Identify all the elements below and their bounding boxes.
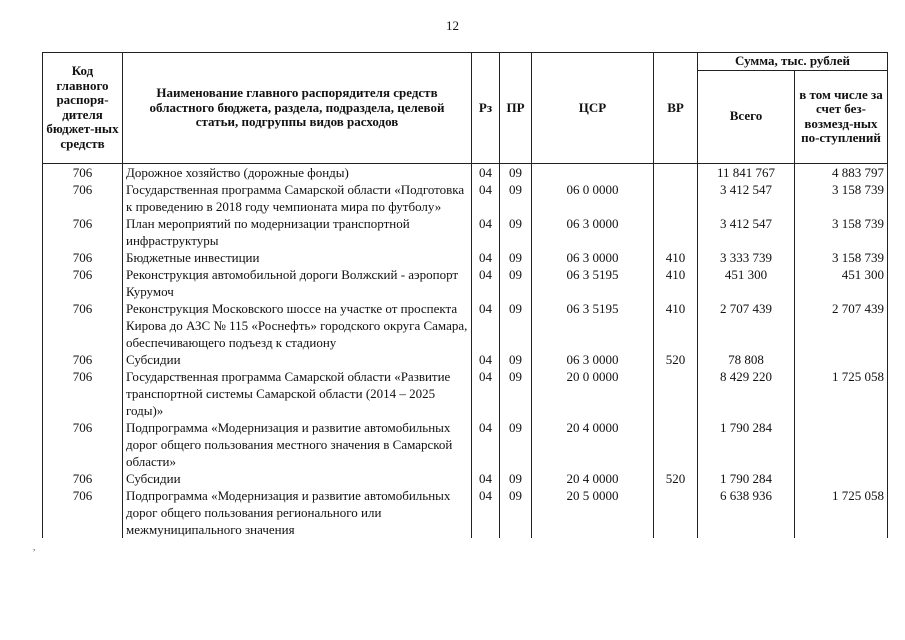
cell-rz: 04 <box>472 487 500 538</box>
cell-code: 706 <box>43 351 123 368</box>
cell-free <box>795 351 888 368</box>
cell-vr <box>654 181 698 215</box>
cell-vr <box>654 368 698 419</box>
scan-artifact: , <box>33 542 36 552</box>
header-rz: Рз <box>472 53 500 164</box>
cell-csr: 06 3 0000 <box>532 351 654 368</box>
cell-free: 4 883 797 <box>795 163 888 181</box>
table-row <box>43 419 888 470</box>
table-header <box>43 53 888 164</box>
cell-vr: 410 <box>654 300 698 351</box>
table-row <box>43 368 888 419</box>
cell-pr: 09 <box>500 181 532 215</box>
cell-code: 706 <box>43 487 123 538</box>
cell-free: 1 725 058 <box>795 368 888 419</box>
cell-total: 1 790 284 <box>698 470 795 487</box>
cell-vr <box>654 419 698 470</box>
header-code: Код главного распоря-дителя бюджет-ных средств <box>43 53 123 164</box>
cell-rz: 04 <box>472 266 500 300</box>
header-free: в том числе за счет без-возмезд-ных по-ступлений <box>795 70 888 163</box>
table-body <box>43 163 888 538</box>
header-vr: ВР <box>654 53 698 164</box>
cell-pr: 09 <box>500 249 532 266</box>
cell-pr: 09 <box>500 470 532 487</box>
cell-name: Бюджетные инвестиции <box>123 249 472 266</box>
budget-table <box>42 52 888 538</box>
cell-name: Государственная программа Самарской области «Подготовка к проведению в 2018 году чемпионата мира по футболу» <box>123 181 472 215</box>
cell-rz: 04 <box>472 419 500 470</box>
cell-code: 706 <box>43 470 123 487</box>
cell-total: 2 707 439 <box>698 300 795 351</box>
cell-vr: 520 <box>654 351 698 368</box>
cell-name: Дорожное хозяйство (дорожные фонды) <box>123 163 472 181</box>
cell-free: 2 707 439 <box>795 300 888 351</box>
cell-free: 451 300 <box>795 266 888 300</box>
cell-vr: 520 <box>654 470 698 487</box>
cell-pr: 09 <box>500 300 532 351</box>
cell-free <box>795 419 888 470</box>
cell-code: 706 <box>43 368 123 419</box>
cell-free: 3 158 739 <box>795 249 888 266</box>
table-row <box>43 181 888 215</box>
cell-csr: 20 4 0000 <box>532 470 654 487</box>
cell-pr: 09 <box>500 266 532 300</box>
cell-pr: 09 <box>500 215 532 249</box>
cell-rz: 04 <box>472 470 500 487</box>
cell-csr: 20 5 0000 <box>532 487 654 538</box>
cell-total: 78 808 <box>698 351 795 368</box>
cell-total: 3 333 739 <box>698 249 795 266</box>
cell-csr: 06 3 0000 <box>532 215 654 249</box>
cell-code: 706 <box>43 181 123 215</box>
cell-code: 706 <box>43 163 123 181</box>
cell-total: 8 429 220 <box>698 368 795 419</box>
cell-code: 706 <box>43 300 123 351</box>
cell-pr: 09 <box>500 351 532 368</box>
table-row <box>43 163 888 181</box>
table-row <box>43 266 888 300</box>
cell-csr <box>532 163 654 181</box>
cell-total: 11 841 767 <box>698 163 795 181</box>
header-name: Наименование главного распорядителя средств областного бюджета, раздела, подраздела, целевой статьи, подгруппы видов расходов <box>123 53 472 164</box>
cell-rz: 04 <box>472 368 500 419</box>
cell-pr: 09 <box>500 419 532 470</box>
cell-rz: 04 <box>472 249 500 266</box>
cell-code: 706 <box>43 249 123 266</box>
table-row <box>43 249 888 266</box>
cell-csr: 20 0 0000 <box>532 368 654 419</box>
cell-total: 3 412 547 <box>698 215 795 249</box>
cell-name: Реконструкция автомобильной дороги Волжский - аэропорт Курумоч <box>123 266 472 300</box>
table-row <box>43 215 888 249</box>
table-row <box>43 300 888 351</box>
cell-free: 3 158 739 <box>795 181 888 215</box>
page-number: 12 <box>446 18 459 33</box>
cell-free: 3 158 739 <box>795 215 888 249</box>
cell-code: 706 <box>43 266 123 300</box>
cell-vr <box>654 215 698 249</box>
cell-csr: 06 3 0000 <box>532 249 654 266</box>
cell-pr: 09 <box>500 163 532 181</box>
cell-name: Субсидии <box>123 351 472 368</box>
cell-rz: 04 <box>472 215 500 249</box>
table-row <box>43 351 888 368</box>
cell-vr <box>654 487 698 538</box>
table-row <box>43 487 888 538</box>
cell-name: Подпрограмма «Модернизация и развитие автомобильных дорог общего пользования регионального или межмуниципального значения <box>123 487 472 538</box>
header-pr: ПР <box>500 53 532 164</box>
cell-name: План мероприятий по модернизации транспортной инфраструктуры <box>123 215 472 249</box>
cell-pr: 09 <box>500 368 532 419</box>
cell-name: Подпрограмма «Модернизация и развитие автомобильных дорог общего пользования местного значения в Самарской области» <box>123 419 472 470</box>
cell-code: 706 <box>43 419 123 470</box>
cell-free <box>795 470 888 487</box>
header-csr: ЦСР <box>532 53 654 164</box>
cell-total: 1 790 284 <box>698 419 795 470</box>
cell-rz: 04 <box>472 181 500 215</box>
cell-name: Реконструкция Московского шоссе на участке от проспекта Кирова до АЗС № 115 «Роснефть» городского округа Самара, обеспечивающего подъезд к стадиону <box>123 300 472 351</box>
cell-csr: 06 3 5195 <box>532 266 654 300</box>
cell-name: Государственная программа Самарской области «Развитие транспортной системы Самарской области (2014 – 2025 годы)» <box>123 368 472 419</box>
cell-code: 706 <box>43 215 123 249</box>
header-total: Всего <box>698 70 795 163</box>
cell-vr: 410 <box>654 249 698 266</box>
cell-vr <box>654 163 698 181</box>
cell-total: 6 638 936 <box>698 487 795 538</box>
table-row <box>43 470 888 487</box>
cell-total: 3 412 547 <box>698 181 795 215</box>
cell-free: 1 725 058 <box>795 487 888 538</box>
cell-pr: 09 <box>500 487 532 538</box>
cell-csr: 06 0 0000 <box>532 181 654 215</box>
header-sum: Сумма, тыс. рублей <box>698 53 888 71</box>
cell-total: 451 300 <box>698 266 795 300</box>
cell-csr: 06 3 5195 <box>532 300 654 351</box>
cell-rz: 04 <box>472 300 500 351</box>
cell-csr: 20 4 0000 <box>532 419 654 470</box>
cell-rz: 04 <box>472 163 500 181</box>
cell-rz: 04 <box>472 351 500 368</box>
cell-vr: 410 <box>654 266 698 300</box>
cell-name: Субсидии <box>123 470 472 487</box>
